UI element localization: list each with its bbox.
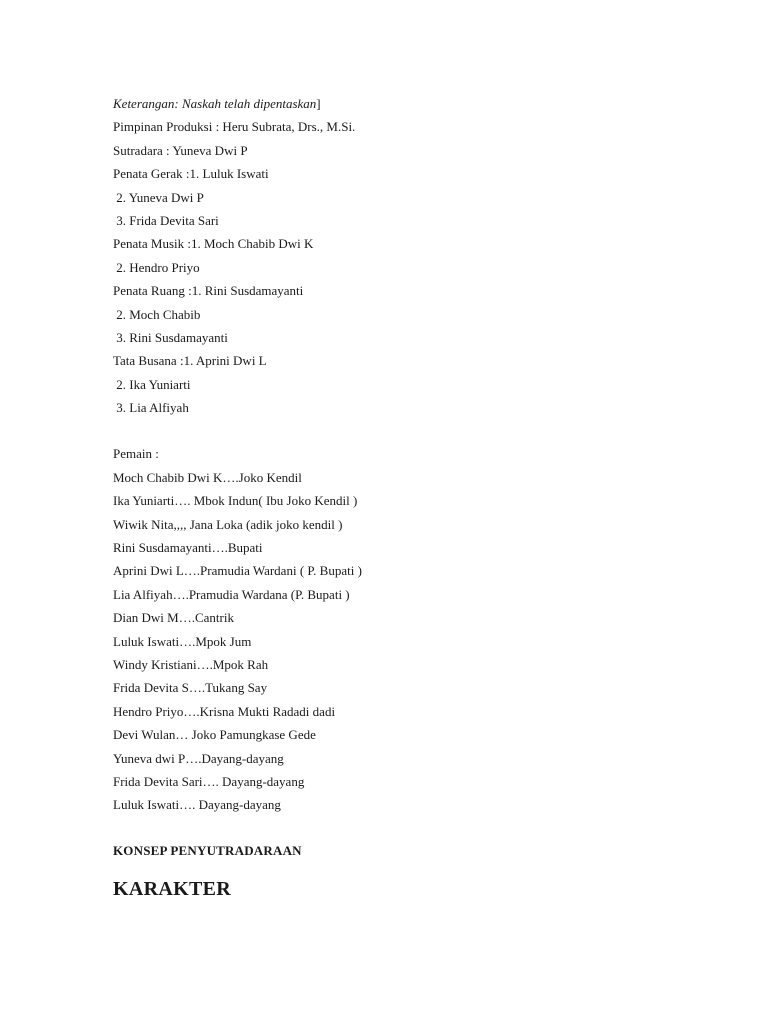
note-line <box>113 92 713 115</box>
cast-line: Wiwik Nita,,,, Jana Loka (adik joko kendil ) <box>113 516 343 532</box>
crew-line: Sutradara : Yuneva Dwi P <box>113 142 248 158</box>
cast-line: Devi Wulan… Joko Pamungkase Gede <box>113 727 316 743</box>
big-heading: KARAKTER <box>113 878 231 901</box>
crew-list <box>113 115 713 419</box>
crew-line: 3. Lia Alfiyah <box>113 400 189 416</box>
document-page <box>113 92 713 904</box>
cast-line: Ika Yuniarti…. Mbok Indun( Ibu Joko Kendil ) <box>113 493 358 509</box>
crew-line: 2. Hendro Priyo <box>113 259 200 275</box>
crew-line: 2. Yuneva Dwi P <box>113 189 204 205</box>
section-heading: KONSEP PENYUTRADARAAN <box>113 842 302 858</box>
cast-list <box>113 466 713 817</box>
cast-heading: Pemain : <box>113 446 159 462</box>
cast-line: Dian Dwi M….Cantrik <box>113 610 234 626</box>
cast-line: Aprini Dwi L….Pramudia Wardani ( P. Bupati ) <box>113 563 362 579</box>
note-italic-text: Keterangan: Naskah telah dipentaskan <box>113 96 317 111</box>
spacer <box>113 419 713 442</box>
cast-line: Rini Susdamayanti….Bupati <box>113 540 263 556</box>
cast-line: Hendro Priyo….Krisna Mukti Radadi dadi <box>113 703 336 719</box>
cast-line: Windy Kristiani….Mpok Rah <box>113 656 269 672</box>
crew-line: 3. Rini Susdamayanti <box>113 329 228 345</box>
crew-line: 2. Moch Chabib <box>113 306 201 322</box>
cast-line: Lia Alfiyah….Pramudia Wardana (P. Bupati ) <box>113 586 350 602</box>
crew-line: Tata Busana :1. Aprini Dwi L <box>113 353 267 369</box>
crew-line: Penata Ruang :1. Rini Susdamayanti <box>113 283 304 299</box>
crew-line: 3. Frida Devita Sari <box>113 212 219 228</box>
cast-line: Moch Chabib Dwi K….Joko Kendil <box>113 469 302 485</box>
crew-line: 2. Ika Yuniarti <box>113 376 191 392</box>
crew-line: Penata Musik :1. Moch Chabib Dwi K <box>113 236 314 252</box>
note-bracket: ] <box>316 96 321 111</box>
crew-line: Penata Gerak :1. Luluk Iswati <box>113 166 269 182</box>
cast-line: Yuneva dwi P….Dayang-dayang <box>113 750 284 766</box>
cast-line: Luluk Iswati….Mpok Jum <box>113 633 252 649</box>
crew-line: Pimpinan Produksi : Heru Subrata, Drs., M.Si. <box>113 119 356 135</box>
cast-line: Luluk Iswati…. Dayang-dayang <box>113 797 281 813</box>
cast-line: Frida Devita Sari…. Dayang-dayang <box>113 773 305 789</box>
cast-line: Frida Devita S….Tukang Say <box>113 680 268 696</box>
